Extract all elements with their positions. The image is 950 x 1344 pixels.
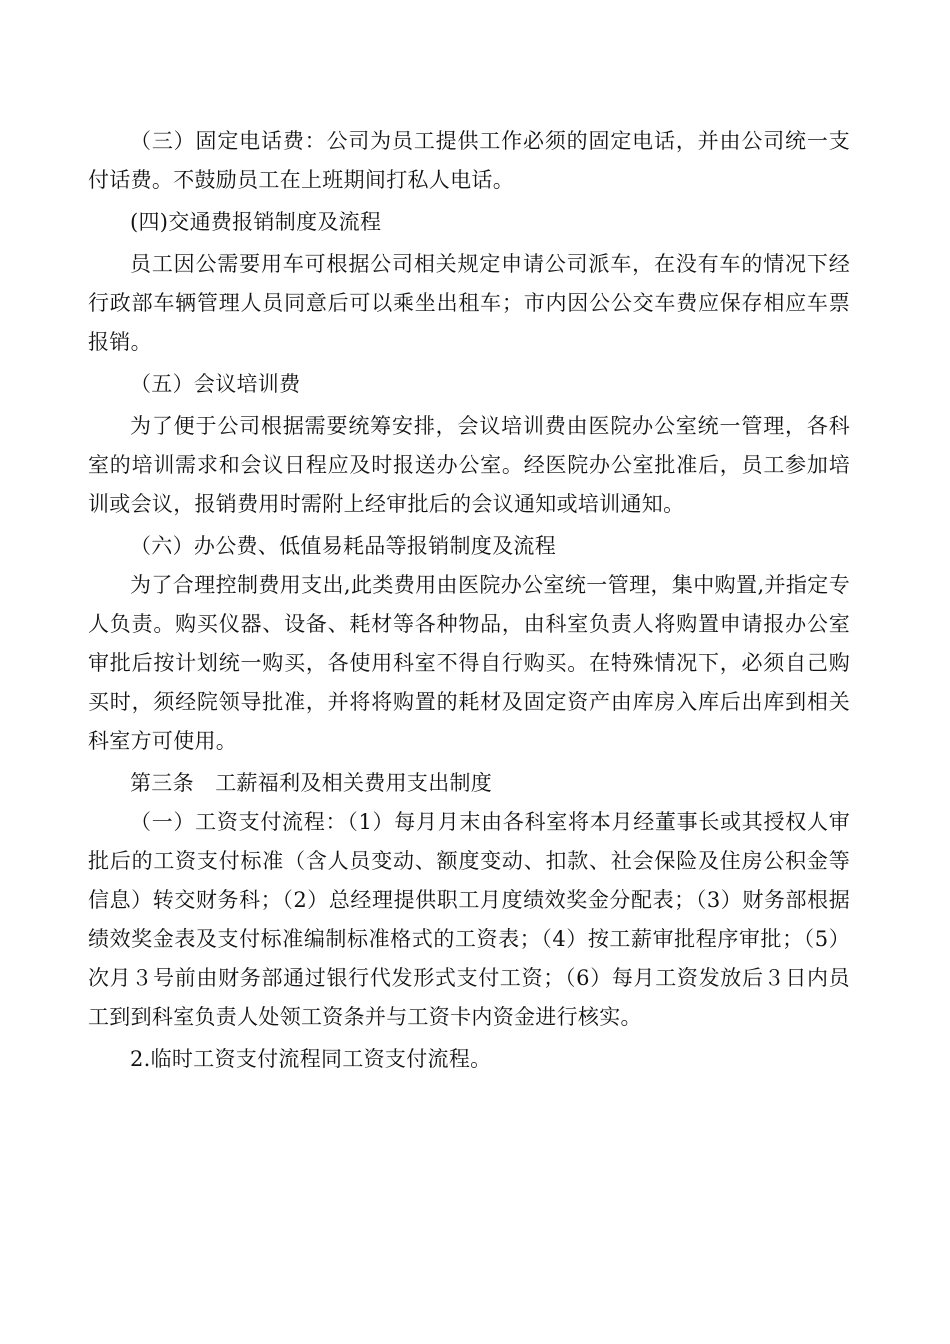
document-body [88,122,850,1082]
heading-office-supplies: （六）办公费、低值易耗品等报销制度及流程 [130,534,556,558]
heading-article-three: 第三条 工薪福利及相关费用支出制度 [130,771,493,795]
paragraph-office-supplies: 为了合理控制费用支出,此类费用由医院办公室统一管理，集中购置,并指定专人负责。购买仪器、设备、耗材等各种物品，由科室负责人将购置申请报办公室审批后按计划统一购买，各使用科室不得自行购买。在特殊情况下，必须自己购买时，须经院领导批准，并将将购置的耗材及固定资产由库房入库后出库到相关科室方可使用。 [88,573,850,753]
heading-meeting-training-fee: （五）会议培训费 [130,372,301,396]
paragraph-fixed-phone-fee: （三）固定电话费：公司为员工提供工作必须的固定电话，并由公司统一支付话费。不鼓励员工在上班期间打私人电话。 [88,129,850,192]
paragraph-meeting-training-fee: 为了便于公司根据需要统筹安排，会议培训费由医院办公室统一管理，各科室的培训需求和会议日程应及时报送办公室。经医院办公室批准后，员工参加培训或会议，报销费用时需附上经审批后的会议通知或培训通知。 [88,414,850,516]
paragraph-temporary-salary: 2.临时工资支付流程同工资支付流程。 [130,1047,492,1071]
paragraph-transport-fee: 员工因公需要用车可根据公司相关规定申请公司派车，在没有车的情况下经行政部车辆管理人员同意后可以乘坐出租车；市内因公公交车费应保存相应车票报销。 [88,252,850,354]
heading-transport-fee: (四)交通费报销制度及流程 [130,210,382,234]
paragraph-salary-payment-process: （一）工资支付流程：（1）每月月末由各科室将本月经董事长或其授权人审批后的工资支付标准（含人员变动、额度变动、扣款、社会保险及住房公积金等信息）转交财务科；（2）总经理提供职工月度绩效奖金分配表；（3）财务部根据绩效奖金表及支付标准编制标准格式的工资表；（4）按工薪审批程序审批；（5）次月３号前由财务部通过银行代发形式支付工资；（6）每月工资发放后３日内员工到到科室负责人处领工资条并与工资卡内资金进行核实。 [88,810,850,1029]
